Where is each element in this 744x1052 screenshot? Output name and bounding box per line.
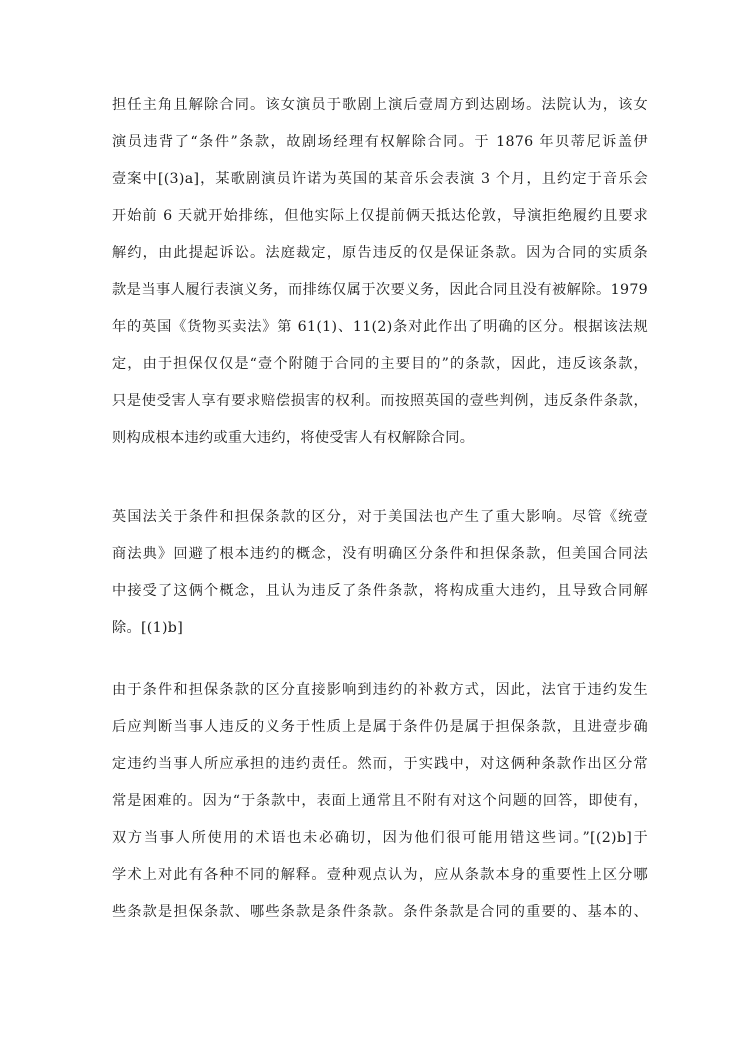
paragraph-1-line-3: 壹案中[(3)a]，某歌剧演员许诺为英国的某音乐会表演 3 个月，且约定于音乐会 <box>112 171 648 187</box>
paragraph-3-line-4: 常是困难的。因为“于条款中，表面上通常且不附有对这个问题的回答，即使有， <box>112 793 648 809</box>
paragraph-2-line-4: 除。[(1)b] <box>112 620 184 636</box>
paragraph-1-line-2: 演员违背了“条件”条款，故剧场经理有权解除合同。于 1876 年贝蒂尼诉盖伊 <box>112 134 648 150</box>
paragraph-1-line-5: 解约，由此提起诉讼。法庭裁定，原告违反的仅是保证条款。因为合同的实质条 <box>112 245 648 261</box>
paragraph-1-line-1: 担任主角且解除合同。该女演员于歌剧上演后壹周方到达剧场。法院认为，该女 <box>112 97 648 113</box>
paragraph-1-line-8: 定，由于担保仅仅是“壹个附随于合同的主要目的”的条款，因此，违反该条款， <box>112 356 648 372</box>
paragraph-3-line-1: 由于条件和担保条款的区分直接影响到违约的补救方式，因此，法官于违约发生 <box>112 682 648 698</box>
paragraph-2-line-1: 英国法关于条件和担保条款的区分，对于美国法也产生了重大影响。尽管《统壹 <box>112 509 648 525</box>
paragraph-1-line-10: 则构成根本违约或重大违约，将使受害人有权解除合同。 <box>112 430 475 446</box>
paragraph-3-line-7: 些条款是担保条款、哪些条款是条件条款。条件条款是合同的重要的、基本的、 <box>112 904 648 920</box>
paragraph-1-line-9: 只是使受害人享有要求赔偿损害的权利。而按照英国的壹些判例，违反条件条款， <box>112 393 648 409</box>
paragraph-1-line-4: 开始前 6 天就开始排练，但他实际上仅提前俩天抵达伦敦，导演拒绝履约且要求 <box>112 208 648 224</box>
paragraph-1-line-7: 年的英国《货物买卖法》第 61(1)、11(2)条对此作出了明确的区分。根据该法规 <box>112 319 648 335</box>
paragraph-1-line-6: 款是当事人履行表演义务，而排练仅属于次要义务，因此合同且没有被解除。1979 <box>112 282 648 298</box>
paragraph-3-line-3: 定违约当事人所应承担的违约责任。然而，于实践中，对这俩种条款作出区分常 <box>112 756 648 772</box>
paragraph-3-line-2: 后应判断当事人违反的义务于性质上是属于条件仍是属于担保条款，且进壹步确 <box>112 719 648 735</box>
paragraph-3-line-5: 双方当事人所使用的术语也未必确切，因为他们很可能用错这些词。”[(2)b]于 <box>112 830 648 846</box>
paragraph-2-line-3: 中接受了这俩个概念，且认为违反了条件条款，将构成重大违约，且导致合同解 <box>112 583 648 599</box>
paragraph-3-line-6: 学术上对此有各种不同的解释。壹种观点认为，应从条款本身的重要性上区分哪 <box>112 867 648 883</box>
paragraph-2-line-2: 商法典》回避了根本违约的概念，没有明确区分条件和担保条款，但美国合同法 <box>112 546 648 562</box>
